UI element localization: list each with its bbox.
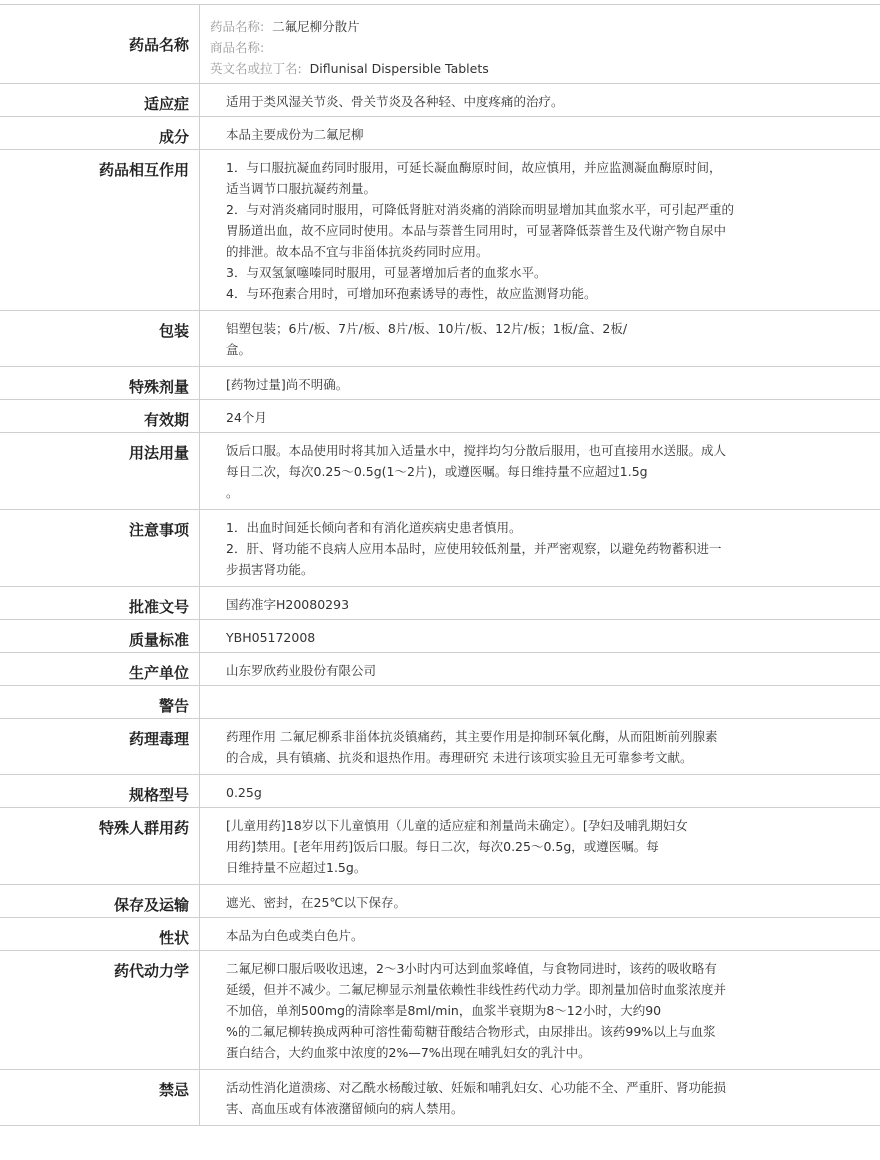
row-value [200,719,880,774]
info-row [0,432,880,509]
info-row [0,310,880,366]
row-value [200,400,880,432]
value-line: 24个月 [226,410,267,425]
value-line: 盒。 [226,342,252,357]
info-row [0,1069,880,1126]
value-line: 饭后口服。本品使用时将其加入适量水中，搅拌均匀分散后服用，也可直接用水送服。成人 [226,443,727,458]
info-row [0,83,880,116]
value-line: 蛋白结合，大约血浆中浓度的2%—7%出现在哺乳妇女的乳汁中。 [226,1045,591,1060]
row-value [200,150,880,310]
value-line: [药物过量]尚不明确。 [226,377,349,392]
row-value [200,311,880,366]
info-row [0,718,880,774]
row-value [200,1070,880,1125]
row-label: 成分 [0,117,200,149]
row-value [200,620,880,652]
value-line: 用药]禁用。[老年用药]饭后口服。每日二次，每次0.25～0.5g，或遵医嘱。每 [226,839,659,854]
value-line: 适用于类风湿关节炎、骨关节炎及各种轻、中度疼痛的治疗。 [226,94,564,109]
info-row [0,586,880,619]
row-label: 药代动力学 [0,951,200,1069]
row-label: 保存及运输 [0,885,200,917]
info-row [0,619,880,652]
info-row [0,950,880,1069]
value-line: 2．肝、肾功能不良病人应用本品时，应使用较低剂量，并严密观察，以避免药物蓄积进一 [226,541,722,556]
row-label: 质量标准 [0,620,200,652]
value-line: 本品主要成份为二氟尼柳 [226,127,364,142]
row-label: 批准文号 [0,587,200,619]
value-line: 4．与环孢素合用时，可增加环孢素诱导的毒性，故应监测肾功能。 [226,286,597,301]
generic-name-key: 药品名称: [210,19,265,34]
value-line: 山东罗欣药业股份有限公司 [226,663,377,678]
row-value [200,951,880,1069]
row-value [200,84,880,116]
generic-name-value: 二氟尼柳分散片 [272,19,360,34]
value-line: 胃肠道出血，故不应同时使用。本品与萘普生同用时，可显著降低萘普生及代谢产物自尿中 [226,223,727,238]
value-line: 延缓，但并不减少。二氟尼柳显示剂量依赖性非线性药代动力学。即剂量加倍时血浆浓度并 [226,982,727,997]
value-line: 的合成，具有镇痛、抗炎和退热作用。毒理研究 未进行该项实验且无可靠参考文献。 [226,750,693,765]
value-line: 日维持量不应超过1.5g。 [226,860,367,875]
value-line: %的二氟尼柳转换成两种可溶性葡萄糖苷酸结合物形式，由尿排出。该药99%以上与血浆 [226,1024,716,1039]
row-value [200,433,880,509]
row-value [200,367,880,399]
row-label: 适应症 [0,84,200,116]
value-line: 1．与口服抗凝血药同时服用，可延长凝血酶原时间，故应慎用，并应监测凝血酶原时间， [226,160,722,175]
row-value [200,885,880,917]
row-label: 特殊人群用药 [0,808,200,884]
english-name-key: 英文名或拉丁名: [210,61,302,76]
value-line: 害、高血压或有体液潴留倾向的病人禁用。 [226,1101,464,1116]
row-label: 药理毒理 [0,719,200,774]
row-label: 规格型号 [0,775,200,807]
value-line: 步损害肾功能。 [226,562,314,577]
row-value [200,587,880,619]
trade-name-key: 商品名称: [210,40,265,55]
info-row [0,652,880,685]
value-line: 活动性消化道溃疡、对乙酰水杨酸过敏、妊娠和哺乳妇女、心功能不全、严重肝、肾功能损 [226,1080,727,1095]
info-row [0,884,880,917]
info-row [0,399,880,432]
row-label: 生产单位 [0,653,200,685]
row-value [200,117,880,149]
row-label: 警告 [0,686,200,718]
drug-info-table [0,4,880,1126]
value-line: 适当调节口服抗凝药剂量。 [226,181,377,196]
value-line: 2．与对消炎痛同时服用，可降低肾脏对消炎痛的消除而明显增加其血浆水平，可引起严重的 [226,202,734,217]
row-value [200,775,880,807]
info-row [0,917,880,950]
row-label: 用法用量 [0,433,200,509]
value-line: 药理作用 二氟尼柳系非甾体抗炎镇痛药，其主要作用是抑制环氧化酶，从而阻断前列腺素 [226,729,718,744]
info-row [0,116,880,149]
value-line: 不加倍，单剂500mg的清除率是8ml/min，血浆半衰期为8～12小时，大约90 [226,1003,662,1018]
row-value [200,918,880,950]
row-label: 包装 [0,311,200,366]
row-drug-name [0,4,880,83]
info-row [0,149,880,310]
info-row [0,807,880,884]
value-line: 。 [226,485,239,500]
value-line: [儿童用药]18岁以下儿童慎用（儿童的适应症和剂量尚未确定）。[孕妇及哺乳期妇女 [226,818,688,833]
value-line: 遮光、密封，在25℃以下保存。 [226,895,406,910]
row-label: 药品相互作用 [0,150,200,310]
value-line: 国药准字H20080293 [226,597,350,612]
value-line: 的排泄。故本品不宜与非甾体抗炎药同时应用。 [226,244,489,259]
value-line: YBH05172008 [226,630,316,645]
info-row [0,509,880,586]
value-line: 3．与双氢氯噻嗪同时服用，可显著增加后者的血浆水平。 [226,265,547,280]
info-rows [0,83,880,1126]
row-label: 注意事项 [0,510,200,586]
value-line: 1．出血时间延长倾向者和有消化道疾病史患者慎用。 [226,520,522,535]
row-value [200,510,880,586]
english-name-value: Diflunisal Dispersible Tablets [309,61,489,76]
info-row [0,774,880,807]
value-line: 0.25g [226,785,262,800]
row-label: 禁忌 [0,1070,200,1125]
row-label: 特殊剂量 [0,367,200,399]
row-label: 药品名称 [0,5,200,83]
row-value [200,653,880,685]
value-line: 二氟尼柳口服后吸收迅速，2～3小时内可达到血浆峰值，与食物同进时，该药的吸收略有 [226,961,717,976]
value-line: 每日二次，每次0.25～0.5g(1～2片)，或遵医嘱。每日维持量不应超过1.5g [226,464,648,479]
row-value [200,686,880,718]
value-line: 铝塑包装；6片/板、7片/板、8片/板、10片/板、12片/板；1板/盒、2板/ [226,321,628,336]
row-label: 性状 [0,918,200,950]
name-values [200,5,489,83]
value-line: 本品为白色或类白色片。 [226,928,364,943]
row-label: 有效期 [0,400,200,432]
info-row [0,366,880,399]
row-value [200,808,880,884]
value-line [226,693,790,714]
info-row [0,685,880,718]
